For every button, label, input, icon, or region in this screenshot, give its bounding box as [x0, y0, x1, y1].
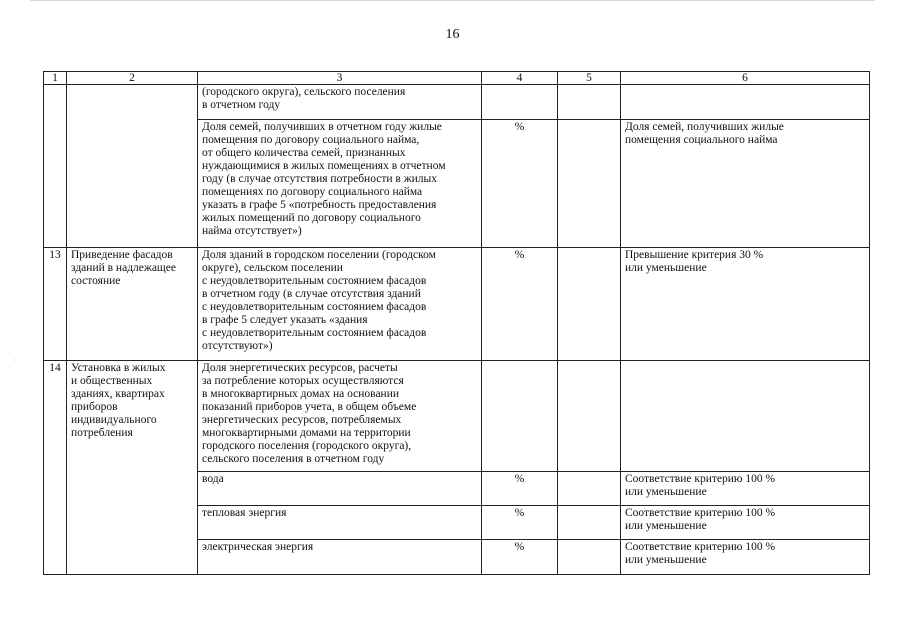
value-cell: [558, 506, 621, 540]
value-cell: [558, 540, 621, 575]
indicator-text: вода: [202, 473, 224, 485]
indicator-text: Доля семей, получивших в отчетном году жилые помещения по договору социального найма, от общего количества семей, признанных нуждающимися в жилых помещениях в отчетном году (в случае отсутствия потребности в жилых помещениях по договору социального найма указать в графе 5 «потребность предоставления жилых помещений по договору социального найма отсутствует»): [202, 121, 446, 237]
indicator-cell: [198, 540, 482, 575]
indicator-cell: [198, 361, 482, 472]
unit-cell: [482, 85, 558, 120]
direction-name-cell: [67, 85, 198, 248]
direction-name-cell: [67, 361, 198, 575]
row-number-cell: 13: [44, 248, 67, 361]
column-header: 4: [482, 72, 558, 85]
table-header-row: [44, 72, 870, 85]
criterion-text: Превышение критерия 30 % или уменьшение: [625, 249, 764, 274]
table-row: [44, 361, 870, 472]
column-header: 1: [44, 72, 67, 85]
value-cell: [558, 85, 621, 120]
table-row: [44, 248, 870, 361]
criterion-text: Соответствие критерию 100 % или уменьшение: [625, 473, 776, 498]
criterion-cell: [621, 248, 870, 361]
indicator-text: электрическая энергия: [202, 541, 314, 553]
indicator-text: (городского округа), сельского поселения в отчетном году: [202, 86, 406, 111]
value-cell: [558, 248, 621, 361]
direction-name-text: Приведение фасадов зданий в надлежащее состояние: [71, 249, 176, 287]
unit-cell: %: [482, 248, 558, 361]
criterion-text: Соответствие критерию 100 % или уменьшение: [625, 507, 776, 532]
unit-cell: %: [482, 506, 558, 540]
column-header: 2: [67, 72, 198, 85]
value-cell: [558, 120, 621, 248]
indicator-cell: [198, 248, 482, 361]
column-header: 3: [198, 72, 482, 85]
unit-cell: [482, 361, 558, 472]
value-cell: [558, 472, 621, 506]
page-number: 16: [445, 27, 460, 42]
criterion-text: Доля семей, получивших жилые помещения социального найма: [625, 121, 784, 146]
unit-cell: %: [482, 472, 558, 506]
value-cell: [558, 361, 621, 472]
criterion-text: Соответствие критерию 100 % или уменьшение: [625, 541, 776, 566]
indicator-cell: [198, 506, 482, 540]
unit-cell: %: [482, 120, 558, 248]
column-header: 5: [558, 72, 621, 85]
criterion-cell: [621, 85, 870, 120]
indicator-cell: [198, 120, 482, 248]
criterion-cell: [621, 472, 870, 506]
indicator-cell: [198, 472, 482, 506]
table-row: [44, 85, 870, 120]
unit-cell: %: [482, 540, 558, 575]
margin-mark: ·: [14, 356, 17, 365]
row-number-cell: [44, 85, 67, 248]
indicators-table: [43, 71, 870, 575]
criterion-cell: [621, 506, 870, 540]
criterion-cell: [621, 361, 870, 472]
indicator-text: Доля энергетических ресурсов, расчеты за потребление которых осуществляются в многоквартирных домах на основании показаний приборов учета, в общем объеме энергетических ресурсов, потребляемых многоквартирными домами на территории городского поселения (городского округа), сельского поселения в отчетном году: [202, 362, 417, 465]
top-edge-line: [30, 0, 875, 1]
indicator-text: Доля зданий в городском поселении (городском округе), сельском поселении с неудовлетворительным состоянием фасадов в отчетном году (в случае отсутствия зданий с неудовлетворительным состоянием фасадов в графе 5 следует указать «здания с неудовлетворительным состоянием фасадов отсутствуют»): [202, 249, 436, 352]
direction-name-text: Установка в жилых и общественных зданиях, квартирах приборов индивидуального потребления: [71, 362, 166, 439]
column-header: 6: [621, 72, 870, 85]
row-number-cell: 14: [44, 361, 67, 575]
criterion-cell: [621, 540, 870, 575]
indicator-cell: [198, 85, 482, 120]
direction-name-cell: [67, 248, 198, 361]
criterion-cell: [621, 120, 870, 248]
indicator-text: тепловая энергия: [202, 507, 287, 519]
